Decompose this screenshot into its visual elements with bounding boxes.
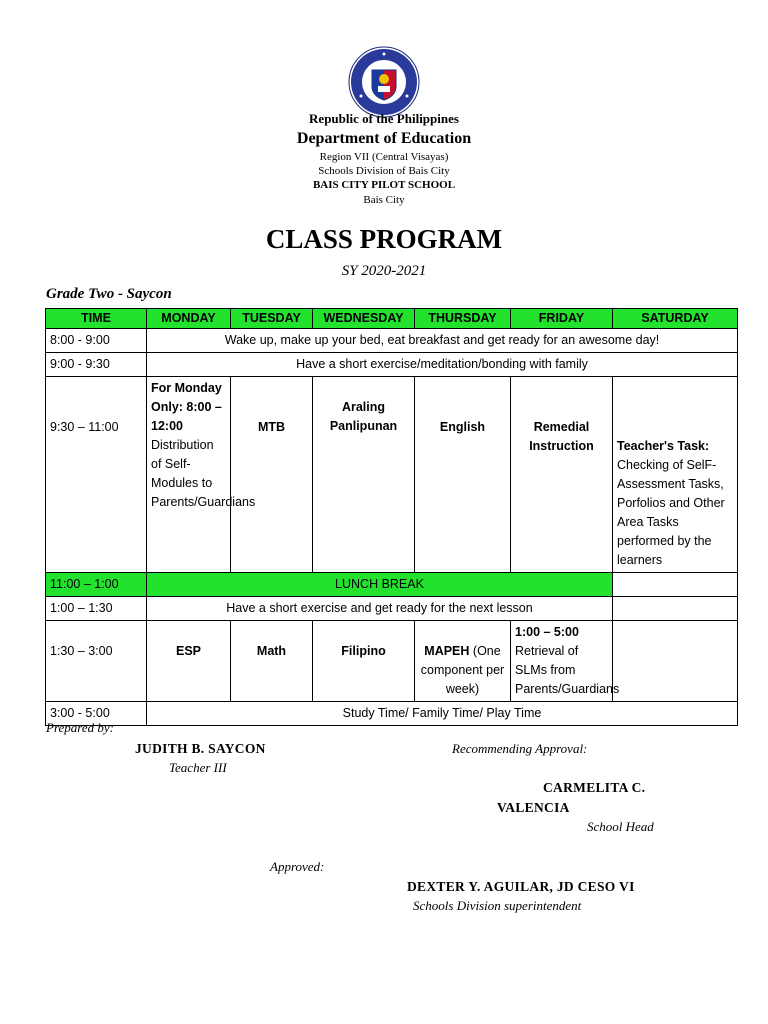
recommending-title: School Head	[587, 819, 654, 834]
time-cell: 3:00 - 5:00	[46, 702, 147, 726]
monday-subject-cell: ESP	[147, 621, 231, 702]
table-row	[46, 329, 738, 353]
time-cell: 1:00 – 1:30	[46, 597, 147, 621]
deped-seal-icon	[348, 46, 420, 118]
friday-subject-cell: Remedial Instruction	[511, 377, 613, 573]
time-cell: 9:30 – 11:00	[46, 377, 147, 573]
time-cell: 11:00 – 1:00	[46, 573, 147, 597]
approved-title: Schools Division superintendent	[413, 898, 582, 913]
thursday-subject-cell	[415, 621, 511, 702]
school-year: SY 2020-2021	[341, 263, 427, 279]
table-header-row	[46, 309, 738, 329]
empty-cell	[613, 597, 738, 621]
recommending-name-line2: VALENCIA	[497, 800, 570, 815]
school-heading: BAIS CITY PILOT SCHOOL	[312, 179, 456, 191]
column-header-monday: MONDAY	[147, 309, 231, 329]
activity-cell: Study Time/ Family Time/ Play Time	[147, 702, 738, 726]
monday-note-bold: For Monday Only: 8:00 – 12:00	[151, 381, 222, 433]
monday-cell	[147, 377, 256, 573]
region-heading: Region VII (Central Visayas)	[319, 151, 449, 163]
empty-cell	[613, 621, 738, 702]
friday-retrieval-text: Retrieval of SLMs from Parents/Guardians	[515, 644, 620, 696]
column-header-time: TIME	[46, 309, 147, 329]
column-header-saturday: SATURDAY	[613, 309, 738, 329]
time-cell: 9:00 - 9:30	[46, 353, 147, 377]
thursday-subject-cell: English	[415, 377, 511, 573]
table-row	[46, 597, 738, 621]
column-header-thursday: THURSDAY	[415, 309, 511, 329]
activity-cell: Wake up, make up your bed, eat breakfast and get ready for an awesome day!	[147, 329, 738, 353]
column-header-friday: FRIDAY	[511, 309, 613, 329]
table-row	[46, 702, 738, 726]
tuesday-subject-cell: Math	[231, 621, 313, 702]
department-heading: Department of Education	[296, 130, 472, 147]
prepared-by-label: Prepared by:	[46, 720, 114, 735]
time-cell: 8:00 - 9:00	[46, 329, 147, 353]
wednesday-subject-cell: Araling Panlipunan	[313, 377, 415, 573]
thursday-subject-note: (One component per week)	[420, 644, 505, 696]
friday-retrieval-time: 1:00 – 5:00	[515, 625, 579, 639]
city-heading: Bais City	[363, 194, 405, 206]
prepared-by-name: JUDITH B. SAYCON	[135, 741, 266, 756]
page-title: CLASS PROGRAM	[265, 224, 503, 254]
column-header-wednesday: WEDNESDAY	[313, 309, 415, 329]
tuesday-subject-cell: MTB	[231, 377, 313, 573]
column-header-tuesday: TUESDAY	[231, 309, 313, 329]
saturday-task-cell	[613, 377, 738, 573]
wednesday-subject-cell: Filipino	[313, 621, 415, 702]
friday-retrieval-cell	[511, 621, 620, 702]
table-row	[46, 621, 738, 702]
republic-heading: Republic of the Philippines	[309, 111, 459, 126]
approved-label: Approved:	[270, 859, 325, 874]
saturday-task-label: Teacher's Task:	[617, 439, 710, 453]
recommending-approval-label: Recommending Approval:	[452, 741, 588, 756]
grade-section-label: Grade Two - Saycon	[46, 286, 172, 302]
recommending-name-line1: CARMELITA C.	[543, 780, 646, 795]
monday-note-text: Distribution of Self-Modules to Parents/Guardians	[151, 438, 256, 509]
activity-cell: Have a short exercise/meditation/bonding with family	[147, 353, 738, 377]
table-row	[46, 573, 738, 597]
thursday-subject-bold: MAPEH	[424, 644, 470, 658]
lunch-break-cell: LUNCH BREAK	[147, 573, 613, 597]
table-row	[46, 353, 738, 377]
approved-name: DEXTER Y. AGUILAR, JD CESO VI	[407, 879, 635, 894]
time-cell: 1:30 – 3:00	[46, 621, 147, 702]
saturday-task-text: Checking of SelF-Assessment Tasks, Porfolios and Other Area Tasks performed by the learners	[617, 458, 725, 567]
prepared-by-title: Teacher III	[169, 760, 227, 775]
activity-cell: Have a short exercise and get ready for the next lesson	[147, 597, 613, 621]
table-row	[46, 377, 738, 573]
division-heading: Schools Division of Bais City	[318, 165, 450, 177]
class-schedule-table	[45, 308, 738, 726]
empty-cell	[613, 573, 738, 597]
